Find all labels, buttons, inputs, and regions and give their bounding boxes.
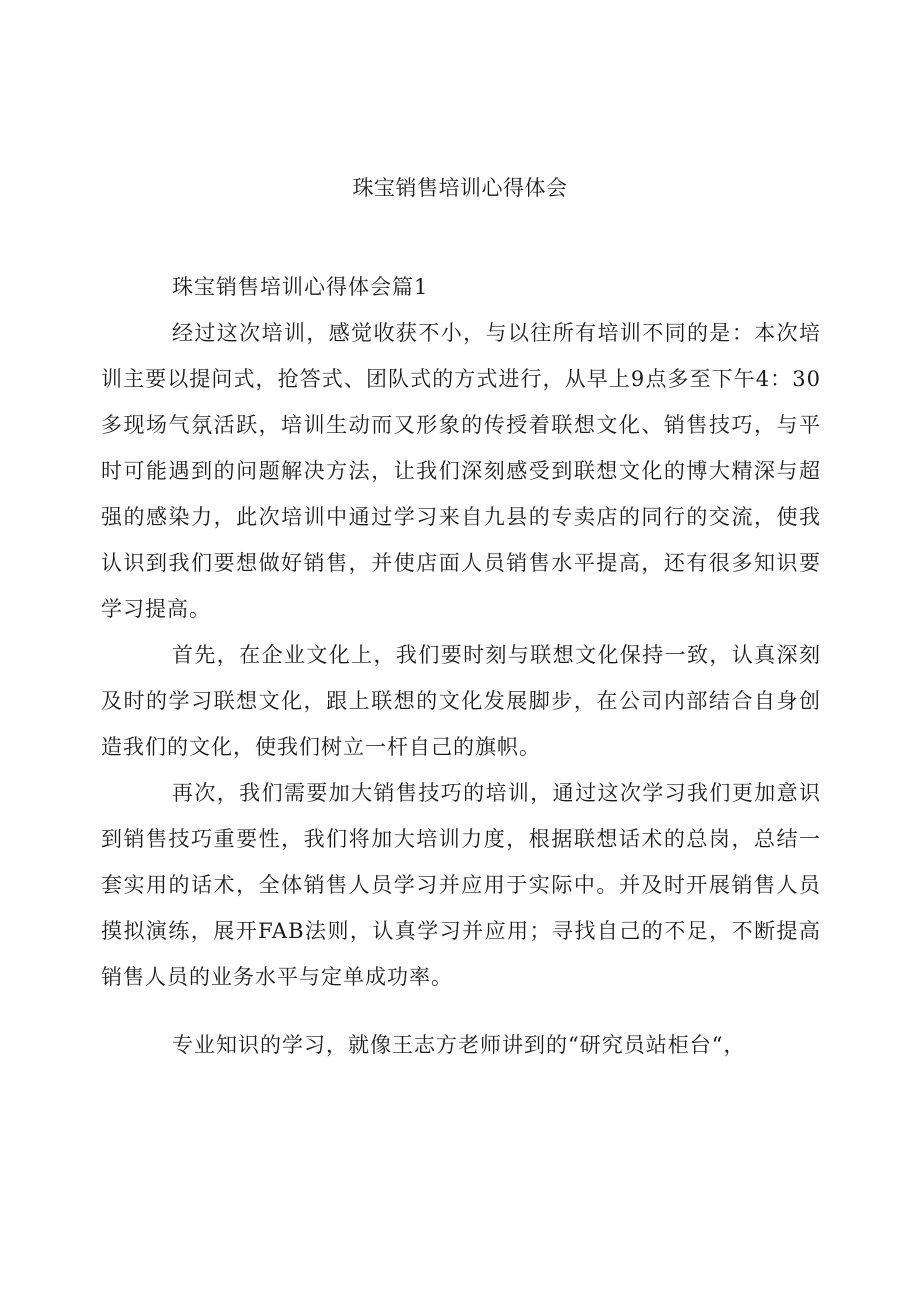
section-heading: 珠宝销售培训心得体会篇1 [172,275,429,299]
paragraph-corporate-culture: 首先，在企业文化上，我们要时刻与联想文化保持一致，认真深刻及时的学习联想文化，跟上联想的文化发展脚步，在公司内部结合自身创造我们的文化，使我们树立一杆自己的旗帜。 [101,643,821,759]
paragraph-professional-knowledge: 专业知识的学习，就像王志方老师讲到的“研究员站柜台“， [172,1033,746,1057]
paragraph-sales-skills: 再次，我们需要加大销售技巧的培训，通过这次学习我们更加意识到销售技巧重要性，我们将加大培训力度，根据联想话术的总岗，总结一套实用的话术，全体销售人员学习并应用于实际中。并及时开展销售人员摸拟演练，展开FAB法则，认真学习并应用；寻找自己的不足，不断提高销售人员的业务水平与定单成功率。 [101,781,821,989]
paragraph-training-overview: 经过这次培训，感觉收获不小，与以往所有培训不同的是：本次培训主要以提问式，抢答式、团队式的方式进行，从早上9点多至下午4：30多现场气氛活跃，培训生动而又形象的传授着联想文化、销售技巧，与平时可能遇到的问题解决方法，让我们深刻感受到联想文化的博大精深与超强的感染力，此次培训中通过学习来自九县的专卖店的同行的交流，使我认识到我们要想做好销售，并使店面人员销售水平提高，还有很多知识要学习提高。 [101,321,821,621]
document-body [101,264,821,1068]
document-title: 珠宝销售培训心得体会 [352,176,568,200]
